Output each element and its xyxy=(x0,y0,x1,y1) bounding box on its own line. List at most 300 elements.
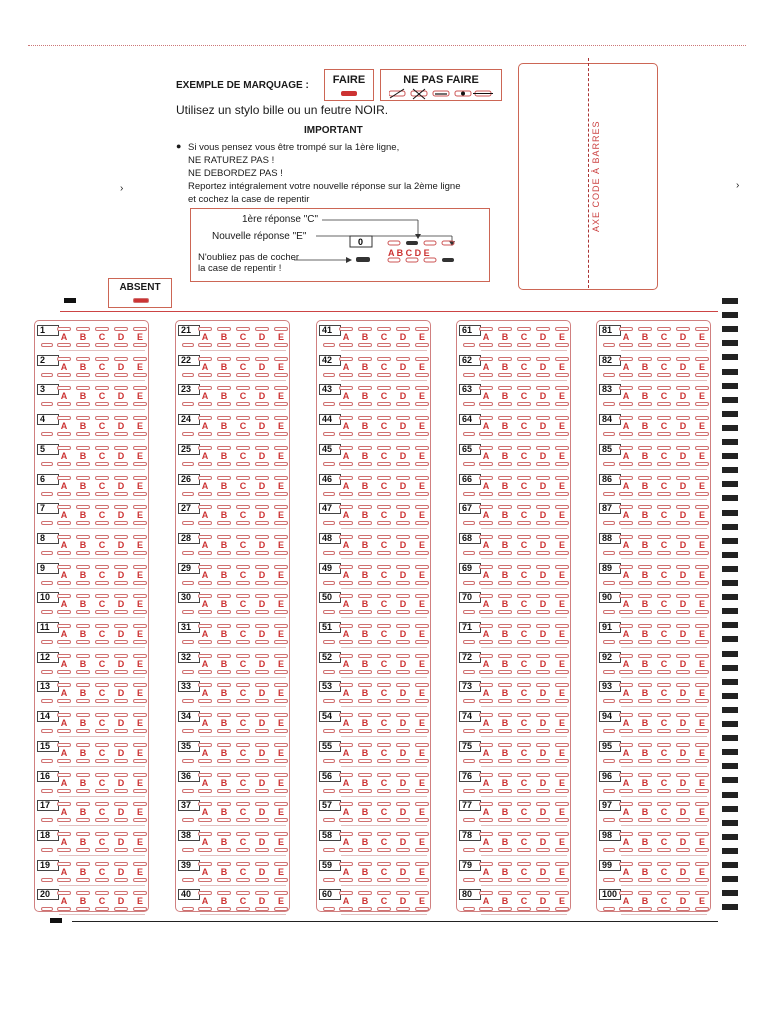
correction-bubble[interactable] xyxy=(57,699,71,703)
correction-bubble[interactable] xyxy=(657,878,671,882)
answer-bubble[interactable] xyxy=(619,743,633,747)
answer-bubble[interactable] xyxy=(198,565,212,569)
answer-bubble[interactable] xyxy=(415,891,429,895)
correction-bubble[interactable] xyxy=(555,729,569,733)
correction-bubble[interactable] xyxy=(339,640,353,644)
correction-bubble[interactable] xyxy=(657,789,671,793)
correction-bubble[interactable] xyxy=(76,699,90,703)
correction-bubble[interactable] xyxy=(657,462,671,466)
answer-bubble[interactable] xyxy=(638,535,652,539)
correction-bubble[interactable] xyxy=(255,907,269,911)
answer-bubble[interactable] xyxy=(339,386,353,390)
correction-bubble[interactable] xyxy=(95,343,109,347)
repent-bubble[interactable] xyxy=(603,492,615,496)
correction-bubble[interactable] xyxy=(358,581,372,585)
answer-bubble[interactable] xyxy=(676,743,690,747)
answer-bubble[interactable] xyxy=(198,654,212,658)
answer-bubble[interactable] xyxy=(657,327,671,331)
answer-bubble[interactable] xyxy=(57,832,71,836)
repent-bubble[interactable] xyxy=(41,907,53,911)
answer-bubble[interactable] xyxy=(415,446,429,450)
correction-bubble[interactable] xyxy=(396,729,410,733)
answer-bubble[interactable] xyxy=(57,654,71,658)
correction-bubble[interactable] xyxy=(255,551,269,555)
answer-bubble[interactable] xyxy=(274,862,288,866)
answer-bubble[interactable] xyxy=(133,832,147,836)
answer-bubble[interactable] xyxy=(517,832,531,836)
correction-bubble[interactable] xyxy=(695,670,709,674)
answer-bubble[interactable] xyxy=(217,505,231,509)
answer-bubble[interactable] xyxy=(676,357,690,361)
correction-bubble[interactable] xyxy=(536,610,550,614)
correction-bubble[interactable] xyxy=(377,551,391,555)
correction-bubble[interactable] xyxy=(217,492,231,496)
correction-bubble[interactable] xyxy=(657,402,671,406)
repent-bubble[interactable] xyxy=(603,551,615,555)
answer-bubble[interactable] xyxy=(396,416,410,420)
correction-bubble[interactable] xyxy=(498,492,512,496)
correction-bubble[interactable] xyxy=(377,789,391,793)
answer-bubble[interactable] xyxy=(396,327,410,331)
answer-bubble[interactable] xyxy=(76,891,90,895)
correction-bubble[interactable] xyxy=(536,878,550,882)
answer-bubble[interactable] xyxy=(339,802,353,806)
correction-bubble[interactable] xyxy=(198,699,212,703)
correction-bubble[interactable] xyxy=(95,610,109,614)
answer-bubble[interactable] xyxy=(536,654,550,658)
answer-bubble[interactable] xyxy=(236,505,250,509)
answer-bubble[interactable] xyxy=(358,891,372,895)
correction-bubble[interactable] xyxy=(274,581,288,585)
answer-bubble[interactable] xyxy=(657,683,671,687)
repent-bubble[interactable] xyxy=(41,581,53,585)
correction-bubble[interactable] xyxy=(217,610,231,614)
correction-bubble[interactable] xyxy=(255,373,269,377)
correction-bubble[interactable] xyxy=(619,462,633,466)
repent-bubble[interactable] xyxy=(603,729,615,733)
answer-bubble[interactable] xyxy=(638,683,652,687)
repent-bubble[interactable] xyxy=(603,581,615,585)
answer-bubble[interactable] xyxy=(95,386,109,390)
correction-bubble[interactable] xyxy=(555,402,569,406)
answer-bubble[interactable] xyxy=(657,743,671,747)
answer-bubble[interactable] xyxy=(217,743,231,747)
correction-bubble[interactable] xyxy=(57,462,71,466)
correction-bubble[interactable] xyxy=(517,610,531,614)
answer-bubble[interactable] xyxy=(415,624,429,628)
correction-bubble[interactable] xyxy=(638,462,652,466)
correction-bubble[interactable] xyxy=(198,789,212,793)
answer-bubble[interactable] xyxy=(133,446,147,450)
correction-bubble[interactable] xyxy=(498,729,512,733)
answer-bubble[interactable] xyxy=(676,565,690,569)
correction-bubble[interactable] xyxy=(236,848,250,852)
repent-bubble[interactable] xyxy=(323,848,335,852)
answer-bubble[interactable] xyxy=(415,416,429,420)
correction-bubble[interactable] xyxy=(479,699,493,703)
answer-bubble[interactable] xyxy=(198,683,212,687)
correction-bubble[interactable] xyxy=(236,402,250,406)
answer-bubble[interactable] xyxy=(517,386,531,390)
correction-bubble[interactable] xyxy=(555,610,569,614)
correction-bubble[interactable] xyxy=(358,729,372,733)
correction-bubble[interactable] xyxy=(555,699,569,703)
correction-bubble[interactable] xyxy=(498,551,512,555)
correction-bubble[interactable] xyxy=(377,610,391,614)
correction-bubble[interactable] xyxy=(114,343,128,347)
correction-bubble[interactable] xyxy=(95,521,109,525)
answer-bubble[interactable] xyxy=(255,505,269,509)
correction-bubble[interactable] xyxy=(217,878,231,882)
correction-bubble[interactable] xyxy=(536,492,550,496)
answer-bubble[interactable] xyxy=(479,446,493,450)
answer-bubble[interactable] xyxy=(377,654,391,658)
answer-bubble[interactable] xyxy=(133,594,147,598)
repent-bubble[interactable] xyxy=(41,462,53,466)
answer-bubble[interactable] xyxy=(57,624,71,628)
correction-bubble[interactable] xyxy=(676,759,690,763)
repent-bubble[interactable] xyxy=(182,462,194,466)
correction-bubble[interactable] xyxy=(255,729,269,733)
correction-bubble[interactable] xyxy=(217,729,231,733)
correction-bubble[interactable] xyxy=(339,402,353,406)
repent-bubble[interactable] xyxy=(41,521,53,525)
answer-bubble[interactable] xyxy=(638,624,652,628)
correction-bubble[interactable] xyxy=(517,462,531,466)
correction-bubble[interactable] xyxy=(555,521,569,525)
correction-bubble[interactable] xyxy=(638,432,652,436)
correction-bubble[interactable] xyxy=(638,789,652,793)
answer-bubble[interactable] xyxy=(536,773,550,777)
correction-bubble[interactable] xyxy=(358,818,372,822)
correction-bubble[interactable] xyxy=(377,699,391,703)
answer-bubble[interactable] xyxy=(657,594,671,598)
answer-bubble[interactable] xyxy=(57,594,71,598)
correction-bubble[interactable] xyxy=(676,343,690,347)
correction-bubble[interactable] xyxy=(638,343,652,347)
correction-bubble[interactable] xyxy=(377,670,391,674)
repent-bubble[interactable] xyxy=(182,699,194,703)
correction-bubble[interactable] xyxy=(619,759,633,763)
answer-bubble[interactable] xyxy=(657,386,671,390)
answer-bubble[interactable] xyxy=(198,832,212,836)
correction-bubble[interactable] xyxy=(198,759,212,763)
answer-bubble[interactable] xyxy=(676,773,690,777)
answer-bubble[interactable] xyxy=(274,594,288,598)
answer-bubble[interactable] xyxy=(517,505,531,509)
answer-bubble[interactable] xyxy=(517,713,531,717)
correction-bubble[interactable] xyxy=(676,640,690,644)
correction-bubble[interactable] xyxy=(415,373,429,377)
correction-bubble[interactable] xyxy=(339,551,353,555)
correction-bubble[interactable] xyxy=(198,462,212,466)
answer-bubble[interactable] xyxy=(274,476,288,480)
correction-bubble[interactable] xyxy=(255,818,269,822)
repent-bubble[interactable] xyxy=(41,729,53,733)
correction-bubble[interactable] xyxy=(95,670,109,674)
answer-bubble[interactable] xyxy=(619,802,633,806)
correction-bubble[interactable] xyxy=(274,670,288,674)
answer-bubble[interactable] xyxy=(619,386,633,390)
correction-bubble[interactable] xyxy=(479,402,493,406)
correction-bubble[interactable] xyxy=(479,343,493,347)
correction-bubble[interactable] xyxy=(236,432,250,436)
answer-bubble[interactable] xyxy=(358,565,372,569)
answer-bubble[interactable] xyxy=(95,565,109,569)
answer-bubble[interactable] xyxy=(217,327,231,331)
correction-bubble[interactable] xyxy=(415,759,429,763)
correction-bubble[interactable] xyxy=(517,789,531,793)
correction-bubble[interactable] xyxy=(217,848,231,852)
correction-bubble[interactable] xyxy=(339,729,353,733)
correction-bubble[interactable] xyxy=(555,462,569,466)
correction-bubble[interactable] xyxy=(695,402,709,406)
answer-bubble[interactable] xyxy=(358,594,372,598)
answer-bubble[interactable] xyxy=(76,535,90,539)
correction-bubble[interactable] xyxy=(114,551,128,555)
repent-bubble[interactable] xyxy=(463,848,475,852)
correction-bubble[interactable] xyxy=(638,492,652,496)
correction-bubble[interactable] xyxy=(76,878,90,882)
correction-bubble[interactable] xyxy=(57,878,71,882)
answer-bubble[interactable] xyxy=(657,446,671,450)
answer-bubble[interactable] xyxy=(498,713,512,717)
correction-bubble[interactable] xyxy=(133,373,147,377)
answer-bubble[interactable] xyxy=(95,327,109,331)
correction-bubble[interactable] xyxy=(358,789,372,793)
correction-bubble[interactable] xyxy=(236,699,250,703)
answer-bubble[interactable] xyxy=(114,773,128,777)
answer-bubble[interactable] xyxy=(274,535,288,539)
answer-bubble[interactable] xyxy=(377,624,391,628)
answer-bubble[interactable] xyxy=(76,594,90,598)
answer-bubble[interactable] xyxy=(133,713,147,717)
correction-bubble[interactable] xyxy=(498,432,512,436)
correction-bubble[interactable] xyxy=(95,907,109,911)
answer-bubble[interactable] xyxy=(657,505,671,509)
correction-bubble[interactable] xyxy=(133,581,147,585)
answer-bubble[interactable] xyxy=(76,386,90,390)
answer-bubble[interactable] xyxy=(274,327,288,331)
answer-bubble[interactable] xyxy=(255,446,269,450)
correction-bubble[interactable] xyxy=(415,343,429,347)
correction-bubble[interactable] xyxy=(517,670,531,674)
answer-bubble[interactable] xyxy=(114,654,128,658)
answer-bubble[interactable] xyxy=(536,386,550,390)
answer-bubble[interactable] xyxy=(638,654,652,658)
correction-bubble[interactable] xyxy=(133,878,147,882)
correction-bubble[interactable] xyxy=(133,462,147,466)
correction-bubble[interactable] xyxy=(339,848,353,852)
correction-bubble[interactable] xyxy=(114,492,128,496)
correction-bubble[interactable] xyxy=(498,462,512,466)
answer-bubble[interactable] xyxy=(358,476,372,480)
answer-bubble[interactable] xyxy=(255,327,269,331)
correction-bubble[interactable] xyxy=(76,789,90,793)
correction-bubble[interactable] xyxy=(274,699,288,703)
correction-bubble[interactable] xyxy=(57,581,71,585)
answer-bubble[interactable] xyxy=(217,773,231,777)
answer-bubble[interactable] xyxy=(638,446,652,450)
answer-bubble[interactable] xyxy=(479,683,493,687)
correction-bubble[interactable] xyxy=(396,670,410,674)
answer-bubble[interactable] xyxy=(76,624,90,628)
correction-bubble[interactable] xyxy=(377,759,391,763)
correction-bubble[interactable] xyxy=(676,610,690,614)
answer-bubble[interactable] xyxy=(498,416,512,420)
correction-bubble[interactable] xyxy=(255,521,269,525)
correction-bubble[interactable] xyxy=(415,521,429,525)
correction-bubble[interactable] xyxy=(555,818,569,822)
correction-bubble[interactable] xyxy=(536,818,550,822)
answer-bubble[interactable] xyxy=(536,624,550,628)
correction-bubble[interactable] xyxy=(517,581,531,585)
repent-bubble[interactable] xyxy=(182,907,194,911)
correction-bubble[interactable] xyxy=(217,432,231,436)
repent-bubble[interactable] xyxy=(603,848,615,852)
answer-bubble[interactable] xyxy=(114,594,128,598)
correction-bubble[interactable] xyxy=(198,373,212,377)
answer-bubble[interactable] xyxy=(255,743,269,747)
correction-bubble[interactable] xyxy=(377,818,391,822)
correction-bubble[interactable] xyxy=(95,789,109,793)
correction-bubble[interactable] xyxy=(76,818,90,822)
answer-bubble[interactable] xyxy=(396,832,410,836)
answer-bubble[interactable] xyxy=(133,476,147,480)
correction-bubble[interactable] xyxy=(657,699,671,703)
answer-bubble[interactable] xyxy=(95,683,109,687)
correction-bubble[interactable] xyxy=(57,610,71,614)
correction-bubble[interactable] xyxy=(657,729,671,733)
correction-bubble[interactable] xyxy=(57,670,71,674)
answer-bubble[interactable] xyxy=(57,743,71,747)
correction-bubble[interactable] xyxy=(133,759,147,763)
correction-bubble[interactable] xyxy=(555,759,569,763)
answer-bubble[interactable] xyxy=(274,773,288,777)
correction-bubble[interactable] xyxy=(339,521,353,525)
answer-bubble[interactable] xyxy=(114,476,128,480)
answer-bubble[interactable] xyxy=(415,832,429,836)
answer-bubble[interactable] xyxy=(236,446,250,450)
answer-bubble[interactable] xyxy=(217,535,231,539)
answer-bubble[interactable] xyxy=(76,743,90,747)
answer-bubble[interactable] xyxy=(236,773,250,777)
correction-bubble[interactable] xyxy=(274,907,288,911)
correction-bubble[interactable] xyxy=(517,343,531,347)
correction-bubble[interactable] xyxy=(415,907,429,911)
correction-bubble[interactable] xyxy=(479,759,493,763)
answer-bubble[interactable] xyxy=(339,773,353,777)
answer-bubble[interactable] xyxy=(133,505,147,509)
answer-bubble[interactable] xyxy=(255,357,269,361)
correction-bubble[interactable] xyxy=(695,610,709,614)
correction-bubble[interactable] xyxy=(396,818,410,822)
repent-bubble[interactable] xyxy=(182,878,194,882)
answer-bubble[interactable] xyxy=(76,713,90,717)
answer-bubble[interactable] xyxy=(255,535,269,539)
correction-bubble[interactable] xyxy=(498,670,512,674)
answer-bubble[interactable] xyxy=(274,743,288,747)
correction-bubble[interactable] xyxy=(479,462,493,466)
correction-bubble[interactable] xyxy=(217,699,231,703)
answer-bubble[interactable] xyxy=(396,386,410,390)
correction-bubble[interactable] xyxy=(95,699,109,703)
answer-bubble[interactable] xyxy=(198,891,212,895)
correction-bubble[interactable] xyxy=(638,848,652,852)
answer-bubble[interactable] xyxy=(638,327,652,331)
answer-bubble[interactable] xyxy=(274,683,288,687)
correction-bubble[interactable] xyxy=(198,581,212,585)
correction-bubble[interactable] xyxy=(358,878,372,882)
correction-bubble[interactable] xyxy=(57,907,71,911)
correction-bubble[interactable] xyxy=(695,492,709,496)
answer-bubble[interactable] xyxy=(114,565,128,569)
answer-bubble[interactable] xyxy=(479,594,493,598)
repent-bubble[interactable] xyxy=(323,551,335,555)
answer-bubble[interactable] xyxy=(396,624,410,628)
correction-bubble[interactable] xyxy=(255,759,269,763)
correction-bubble[interactable] xyxy=(339,373,353,377)
correction-bubble[interactable] xyxy=(676,432,690,436)
correction-bubble[interactable] xyxy=(377,402,391,406)
answer-bubble[interactable] xyxy=(236,416,250,420)
correction-bubble[interactable] xyxy=(498,789,512,793)
answer-bubble[interactable] xyxy=(479,386,493,390)
answer-bubble[interactable] xyxy=(76,565,90,569)
answer-bubble[interactable] xyxy=(695,476,709,480)
answer-bubble[interactable] xyxy=(114,624,128,628)
answer-bubble[interactable] xyxy=(255,862,269,866)
answer-bubble[interactable] xyxy=(377,386,391,390)
correction-bubble[interactable] xyxy=(236,581,250,585)
correction-bubble[interactable] xyxy=(517,402,531,406)
correction-bubble[interactable] xyxy=(517,729,531,733)
answer-bubble[interactable] xyxy=(217,476,231,480)
correction-bubble[interactable] xyxy=(358,402,372,406)
answer-bubble[interactable] xyxy=(198,476,212,480)
answer-bubble[interactable] xyxy=(396,476,410,480)
answer-bubble[interactable] xyxy=(358,357,372,361)
answer-bubble[interactable] xyxy=(377,743,391,747)
answer-bubble[interactable] xyxy=(236,832,250,836)
answer-bubble[interactable] xyxy=(274,446,288,450)
answer-bubble[interactable] xyxy=(536,594,550,598)
correction-bubble[interactable] xyxy=(255,462,269,466)
correction-bubble[interactable] xyxy=(657,907,671,911)
correction-bubble[interactable] xyxy=(339,907,353,911)
answer-bubble[interactable] xyxy=(498,565,512,569)
answer-bubble[interactable] xyxy=(555,594,569,598)
correction-bubble[interactable] xyxy=(236,907,250,911)
answer-bubble[interactable] xyxy=(358,505,372,509)
correction-bubble[interactable] xyxy=(274,878,288,882)
answer-bubble[interactable] xyxy=(377,891,391,895)
answer-bubble[interactable] xyxy=(498,773,512,777)
correction-bubble[interactable] xyxy=(358,343,372,347)
answer-bubble[interactable] xyxy=(339,891,353,895)
repent-bubble[interactable] xyxy=(323,581,335,585)
answer-bubble[interactable] xyxy=(133,416,147,420)
answer-bubble[interactable] xyxy=(638,357,652,361)
answer-bubble[interactable] xyxy=(396,446,410,450)
repent-bubble[interactable] xyxy=(323,462,335,466)
correction-bubble[interactable] xyxy=(114,907,128,911)
correction-bubble[interactable] xyxy=(76,432,90,436)
correction-bubble[interactable] xyxy=(133,789,147,793)
answer-bubble[interactable] xyxy=(255,624,269,628)
answer-bubble[interactable] xyxy=(133,891,147,895)
correction-bubble[interactable] xyxy=(358,610,372,614)
